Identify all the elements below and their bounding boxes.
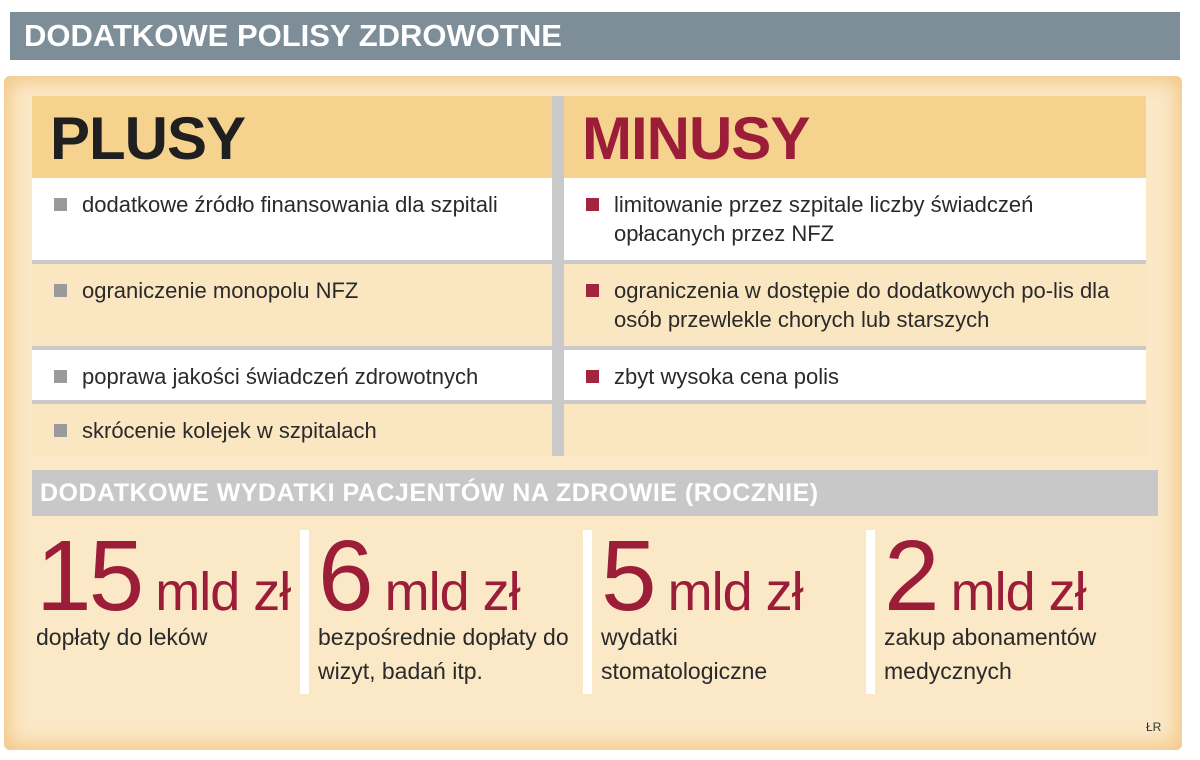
pros-column: [32, 96, 552, 456]
pros-item-text: skrócenie kolejek w szpitalach: [82, 418, 377, 443]
expense-unit: mld zł: [155, 562, 291, 622]
square-bullet-icon: [54, 370, 67, 383]
author-credit: ŁR: [1146, 720, 1162, 734]
expense-unit: mld zł: [384, 562, 520, 622]
column-divider: [583, 530, 592, 694]
cons-item-text: zbyt wysoka cena polis: [614, 364, 839, 389]
square-bullet-icon: [586, 370, 599, 383]
cons-item-text: ograniczenia w dostępie do dodatkowych po-lis dla osób przewlekle chorych lub starszych: [614, 278, 1110, 332]
empty-cell: [564, 404, 1146, 456]
square-bullet-icon: [586, 284, 599, 297]
expense-stat: [36, 520, 306, 706]
expense-value: 2: [884, 520, 937, 632]
list-item: [32, 350, 552, 400]
list-item: [32, 404, 552, 456]
square-bullet-icon: [586, 198, 599, 211]
square-bullet-icon: [54, 424, 67, 437]
expense-label: dopłaty do leków: [36, 624, 208, 650]
pros-item-text: ograniczenie monopolu NFZ: [82, 278, 359, 303]
list-item: [564, 350, 1146, 400]
pros-item-text: dodatkowe źródło finansowania dla szpitali: [82, 192, 498, 217]
column-divider: [866, 530, 875, 694]
expense-unit: mld zł: [950, 562, 1086, 622]
cons-column: [564, 96, 1146, 456]
expense-value: 15: [36, 520, 142, 632]
expense-stat: [884, 520, 1164, 706]
pros-item-text: poprawa jakości świadczeń zdrowotnych: [82, 364, 479, 389]
expense-label: wydatki stomatologiczne: [601, 624, 768, 684]
pros-header: [32, 96, 552, 178]
expenses-heading: DODATKOWE WYDATKI PACJENTÓW NA ZDROWIE (ROCZNIE): [32, 470, 1158, 516]
pros-heading: PLUSY: [50, 105, 246, 172]
expense-stat: [318, 520, 588, 706]
cons-item-text: limitowanie przez szpitale liczby świadczeń opłacanych przez NFZ: [614, 192, 1034, 246]
cons-header: [564, 96, 1146, 178]
pros-cons-table: [32, 96, 1146, 456]
list-item: [564, 178, 1146, 260]
expense-value: 5: [601, 520, 654, 632]
expense-stat: [601, 520, 871, 706]
list-item: [32, 264, 552, 346]
expense-label: bezpośrednie dopłaty do wizyt, badań itp.: [318, 624, 569, 684]
list-item: [32, 178, 552, 260]
list-item: [564, 264, 1146, 346]
expense-unit: mld zł: [667, 562, 803, 622]
square-bullet-icon: [54, 284, 67, 297]
expense-value: 6: [318, 520, 371, 632]
cons-heading: MINUSY: [582, 105, 810, 172]
page-title: DODATKOWE POLISY ZDROWOTNE: [10, 12, 1180, 60]
column-divider: [300, 530, 309, 694]
expense-label: zakup abonamentów medycznych: [884, 624, 1097, 684]
square-bullet-icon: [54, 198, 67, 211]
